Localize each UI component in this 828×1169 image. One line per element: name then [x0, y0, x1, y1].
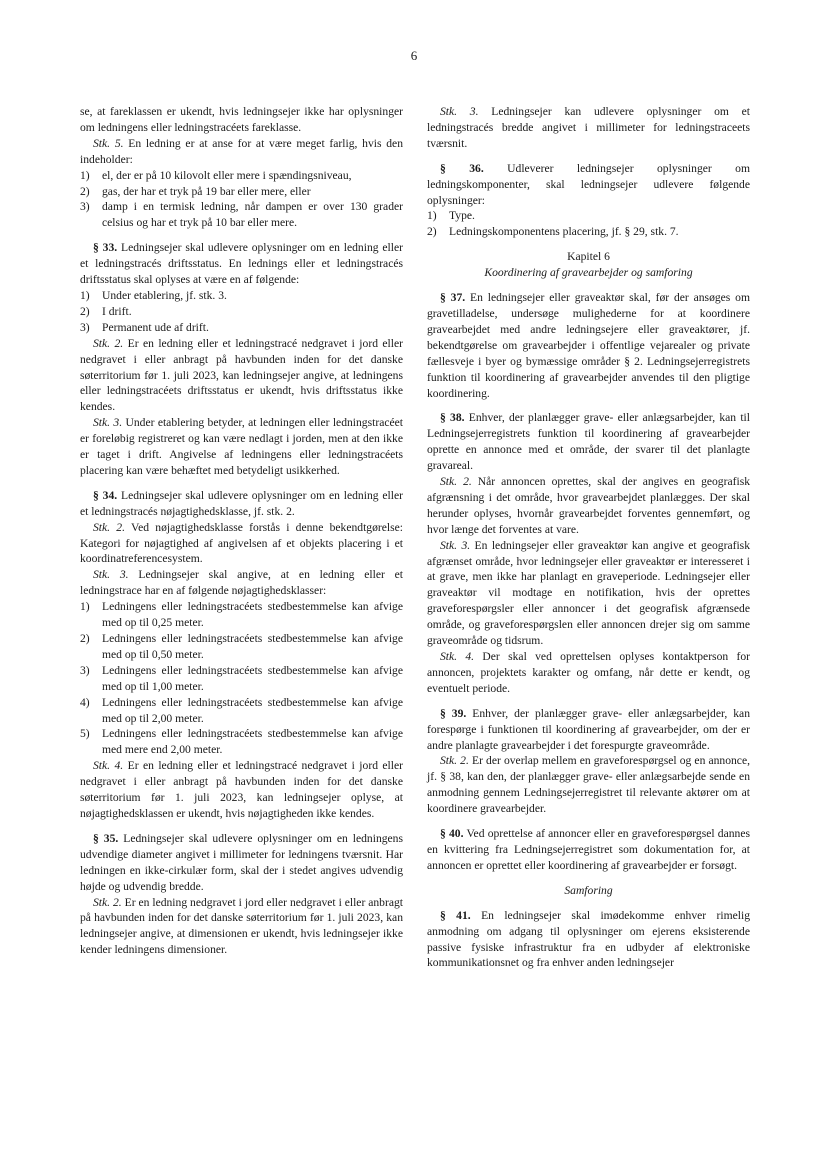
- paragraph-stk-5: [80, 136, 403, 168]
- stk-label: Stk. 3.: [440, 105, 479, 118]
- list-number: 2): [80, 304, 90, 318]
- section-text: Enhver, der planlægger grave- eller anlægsarbejder, kan forespørge i funktionen til koordinering af gravearbejder, om der er andre planlagte gravearbejder i det forespurgte graveområde.: [427, 706, 750, 752]
- section-label: § 36.: [440, 161, 484, 175]
- list-item: [80, 288, 403, 304]
- component-list: [427, 208, 750, 240]
- list-item: [80, 599, 403, 631]
- list-number: 1): [80, 600, 90, 614]
- hazard-list: [80, 168, 403, 232]
- list-item: [80, 184, 403, 200]
- list-item: [80, 168, 403, 184]
- paragraph-text: Ledningsejer skal angive, at en ledning eller et ledningstrace har en af følgende nøjagtighedsklasser:: [80, 568, 404, 598]
- list-number: 1): [80, 288, 90, 302]
- accuracy-list: [80, 599, 403, 758]
- section-38: [427, 410, 750, 474]
- section-33: [80, 240, 403, 288]
- paragraph-stk-2: [80, 336, 403, 416]
- list-item: [80, 199, 403, 231]
- paragraph-text: Er en ledning eller et ledningstracé nedgravet i jord eller nedgravet i eller anbragt på havbunden inden for det danske søterritorium før 1. juli 2023, kan ledningsejer oplyse, at nøjagtighedsklassen er ukendt, hvis nøjagtigheden ikke kendes.: [80, 759, 403, 820]
- list-item: [427, 208, 750, 224]
- list-text: Type.: [449, 209, 475, 223]
- stk-label: Stk. 3.: [440, 538, 471, 552]
- list-text: damp i en termisk ledning, når dampen er over 130 grader celsius og har et tryk på 10 bar eller mere.: [102, 200, 403, 230]
- list-number: 2): [80, 184, 90, 198]
- list-text: I drift.: [102, 304, 132, 318]
- chapter-title: Koordinering af gravearbejder og samforing: [484, 266, 693, 280]
- section-37: [427, 290, 750, 401]
- paragraph-stk-2: [80, 895, 403, 959]
- paragraph-text: Under etablering betyder, at ledningen eller ledningstracéet er foreløbig registreret og kan være nedlagt i jorden, men at den ikke er taget i drift. Angivelse af ledningens eller ledningstracéets placering kan være behæftet med betydeligt usikkerhed.: [80, 416, 404, 477]
- list-item: [80, 320, 403, 336]
- paragraph-text: Er der overlap mellem en graveforespørgsel og en annonce, jf. § 38, kan den, der planlægger grave- eller anlægsarbejde sende en anmodning gennem Ledningsejerregistret til relevante aktører om at koordinere gravearbejder.: [427, 754, 750, 816]
- list-item: [80, 631, 403, 663]
- list-number: 3): [80, 200, 90, 214]
- list-number: 3): [80, 320, 90, 334]
- paragraph-text: Når annoncen oprettes, skal der angives en geografisk afgrænsning i det område, hvor gravearbejdet planlægges. Der skal herunder oplyses, hvornår gravearbejdet forventes gennemført, og hvor længe det forventes at vare.: [427, 475, 750, 536]
- right-column: [427, 104, 750, 971]
- paragraph-text: En ledningsejer eller graveaktør kan angive et geografisk afgrænset område, hvor ledningsejer eller graveaktør er interesseret i at grave, men ikke har planlagt en graveperiode. Ledningsejer eller graveaktør vil modtage en notifikation, hvis der oprettes graveforespørgsler eller annoncer i det geografisk afgrænsede område, og graveforespørgslen eller annoncen drejer sig om samme graveområde og tidsrum.: [427, 538, 750, 648]
- list-item: [427, 224, 750, 240]
- paragraph-stk-3: [80, 415, 403, 479]
- list-number: 5): [80, 727, 90, 741]
- list-number: 1): [80, 168, 90, 182]
- list-text: Under etablering, jf. stk. 3.: [102, 288, 227, 302]
- left-column: [80, 104, 403, 958]
- status-list: [80, 288, 403, 336]
- list-text: Ledningens eller ledningstracéets stedbestemmelse kan afvige med mere end 2,00 meter.: [102, 727, 403, 757]
- paragraph-text: Der skal ved oprettelsen oplyses kontaktperson for annoncen, projektets karakter og omfang, når dette er kendt, og eventuelt periode.: [427, 650, 751, 695]
- section-text: Enhver, der planlægger grave- eller anlægsarbejder, kan til Ledningsejerregistrets funktion til koordinering af gravearbejder oprette en annonce med et område, der svarer til det planlagte gravareal.: [427, 411, 751, 473]
- list-number: 4): [80, 695, 90, 709]
- paragraph-stk-3: [427, 538, 750, 649]
- chapter-heading: Kapitel 6: [567, 250, 610, 264]
- stk-label: Stk. 4.: [440, 650, 475, 663]
- list-text: Ledningskomponentens placering, jf. § 29, stk. 7.: [449, 225, 679, 239]
- paragraph-stk-2: [427, 753, 750, 817]
- list-number: 2): [80, 632, 90, 645]
- stk-label: Stk. 2.: [440, 754, 469, 768]
- list-number: 1): [427, 209, 437, 223]
- section-text: En ledningsejer eller graveaktør skal, før der ansøges om gravetilladelse, undersøge mulighederne for at koordinere gravearbejdet med andre ledningsejere eller graveaktører, jf. bekendtgørelse om gravearbejder i offentlige vejarealer og private fællesveje i byer og bymæssige områder § 2. Ledningsejerregistrets funktion til koordinering af gravearbejder anvendes til den pligtige koordinering.: [427, 291, 750, 400]
- paragraph-stk-4: [427, 649, 750, 697]
- section-label: § 40.: [440, 827, 464, 841]
- list-item: [80, 695, 403, 727]
- list-item: [80, 304, 403, 320]
- stk-label: Stk. 3.: [93, 416, 123, 430]
- page-number: 6: [410, 48, 418, 63]
- section-label: § 35.: [93, 831, 119, 845]
- stk-label: Stk. 4.: [93, 759, 124, 773]
- list-text: Ledningens eller ledningstracéets stedbestemmelse kan afvige med op til 0,25 meter.: [102, 600, 403, 630]
- paragraph-text: Er en ledning nedgravet i jord eller nedgravet i eller anbragt på havbunden inden for det danske søterritorium før 1. juli 2023, kan ledningsejer angive, at dimensionen er ukendt, hvis ledningsejer ikke kender ledningens dimensioner.: [80, 895, 404, 957]
- section-text: Ved oprettelse af annoncer eller en graveforespørgsel dannes en kvittering fra Ledningsejerregistret som dokumentation for, at annoncen er oprettet eller koordinering af gravearbejder er forsøgt.: [427, 827, 750, 872]
- paragraph-stk-2: [80, 520, 403, 568]
- section-34: [80, 488, 403, 520]
- paragraph-text: Ledningsejer kan udlevere oplysninger om et ledningstracés bredde angivet i millimeter for ledningstraceets tværsnit.: [427, 105, 750, 150]
- stk-label: Stk. 5.: [93, 136, 124, 150]
- paragraph-stk-2: [427, 474, 750, 538]
- paragraph-text: Er en ledning eller et ledningstracé nedgravet i jord eller nedgravet i eller anbragt på havbunden inden for det danske søterritorium før 1. juli 2023, kan ledningsejer angive, at ledningens eller ledningstracéets driftsstatus er ukendt, hvis driftsstatus ikke kendes.: [80, 336, 403, 414]
- paragraph-text: En ledning er at anse for at være meget farlig, hvis den indeholder:: [80, 136, 404, 166]
- stk-label: Stk. 2.: [93, 895, 122, 909]
- section-text: En ledningsejer skal imødekomme enhver rimelig anmodning om adgang til oplysninger om ejerens eksisterende passive fysiske infrastruktur fra en udbyder af elektroniske kommunikationsnet og fra enhver anden ledningsejer: [427, 908, 751, 970]
- list-number: 2): [427, 225, 437, 239]
- list-text: Ledningens eller ledningstracéets stedbestemmelse kan afvige med op til 2,00 meter.: [102, 695, 403, 725]
- list-number: 3): [80, 663, 90, 677]
- section-label: § 37.: [440, 291, 466, 305]
- list-text: el, der er på 10 kilovolt eller mere i spændingsniveau,: [102, 168, 352, 182]
- section-text: Ledningsejer skal udlevere oplysninger om en ledning eller et ledningstracés nøjagtighedsklasse, jf. stk. 2.: [80, 488, 404, 518]
- section-label: § 34.: [93, 488, 118, 502]
- stk-label: Stk. 2.: [93, 520, 125, 534]
- paragraph-stk-3: [80, 567, 403, 599]
- list-item: [80, 663, 403, 695]
- stk-label: Stk. 2.: [93, 336, 124, 350]
- section-label: § 38.: [440, 411, 465, 425]
- section-label: § 33.: [93, 241, 118, 255]
- section-35: [80, 831, 403, 895]
- section-text: Ledningsejer skal udlevere oplysninger om en ledningens udvendige diameter angivet i millimeter for ledningens tværsnit. Har ledningen en ikke-cirkulær form, skal der i stedet angives udvendig højde og udvendig bredde.: [80, 831, 403, 893]
- list-item: [80, 726, 403, 758]
- section-text: Udleverer ledningsejer oplysninger om ledningskomponenter, skal ledningsejer udlevere følgende oplysninger:: [427, 161, 750, 207]
- section-text: Ledningsejer skal udlevere oplysninger om en ledning eller et ledningstracés driftsstatus. En lednings eller et ledningstracés driftsstatus skal oplyses at være en af følgende:: [80, 241, 404, 287]
- paragraph-stk-3: [427, 104, 750, 152]
- section-40: [427, 826, 750, 874]
- paragraph-stk-4: [80, 758, 403, 822]
- list-text: Ledningens eller ledningstracéets stedbestemmelse kan afvige med op til 0,50 meter.: [102, 632, 403, 661]
- list-text: Permanent ude af drift.: [102, 320, 209, 334]
- list-text: Ledningens eller ledningstracéets stedbestemmelse kan afvige med op til 1,00 meter.: [102, 663, 403, 693]
- section-label: § 41.: [440, 908, 471, 922]
- list-text: gas, der har et tryk på 19 bar eller mere, eller: [102, 184, 311, 198]
- paragraph: se, at fareklassen er ukendt, hvis ledningsejer ikke har oplysninger om ledningens eller ledningstracéets fareklasse.: [80, 105, 403, 134]
- section-36: [427, 161, 750, 209]
- section-label: § 39.: [440, 706, 467, 720]
- stk-label: Stk. 2.: [440, 475, 472, 489]
- sub-heading: Samforing: [564, 883, 613, 897]
- section-41: [427, 908, 750, 972]
- paragraph-text: Ved nøjagtighedsklasse forstås i denne bekendtgørelse: Kategori for nøjagtighed af angivelsen af et objekts placering i et koordinatreferencesystem.: [80, 520, 404, 566]
- section-39: [427, 706, 750, 754]
- stk-label: Stk. 3.: [93, 568, 129, 582]
